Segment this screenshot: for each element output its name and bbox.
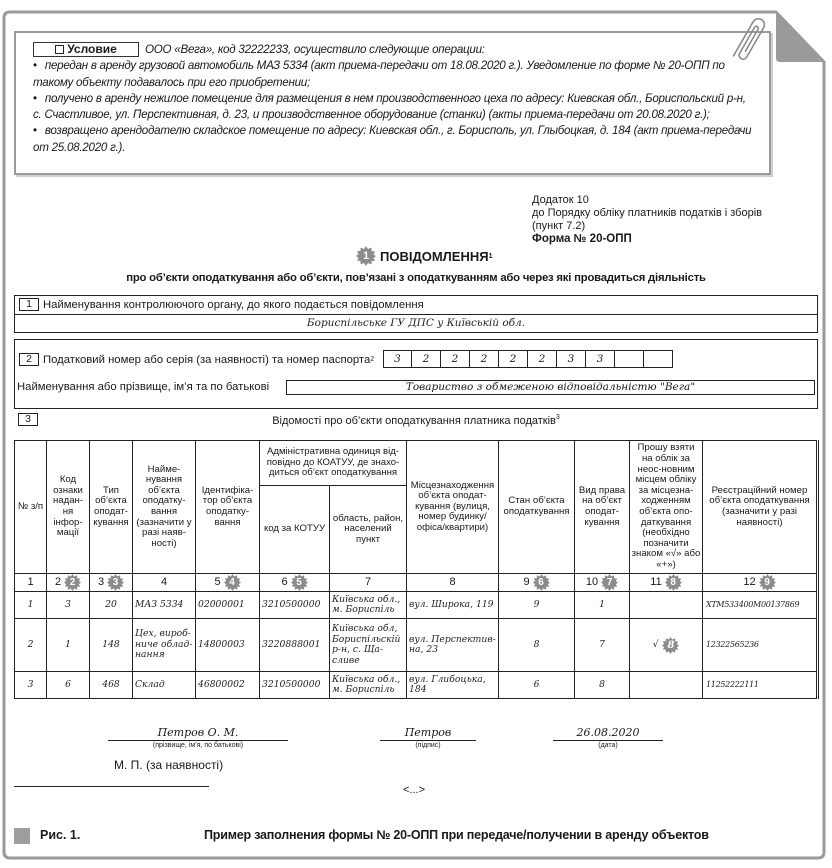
header-right-type: Вид права на об’єкт оподат-кування (575, 441, 630, 574)
condition-label: Условие (33, 42, 139, 57)
header-location: Місцезнаходження об’єкта оподат-кування (вулиця, номер будинку/ офіса/квартири) (407, 441, 499, 574)
tax-digit-cell[interactable]: 2 (499, 350, 528, 368)
form-number: Форма № 20-ОПП (532, 233, 632, 245)
column-number (133, 574, 196, 592)
column-number (330, 574, 407, 592)
caption: (підпис) (415, 742, 441, 749)
footnote-ref: 2 (370, 356, 375, 363)
cell-type[interactable]: 148 (90, 619, 133, 672)
column-number-text: 12 (743, 576, 756, 589)
tax-digit-cell[interactable]: 2 (412, 350, 441, 368)
condition-bullet: • возвращено арендодателю складское помещение по адресу: Киевская обл., г. Борисполь, ул. Глыбоцкая, д. 184 (акт приема-передачи от 25.08.2020 г.). (33, 124, 752, 154)
authority-value[interactable]: Бориспільське ГУ ДПС у Київській обл. (306, 317, 526, 329)
step-badge-icon: 7 (601, 574, 618, 591)
tax-digit-cell[interactable]: 3 (383, 350, 412, 368)
addendum-line: до Порядку обліку платників податків і зборів (532, 207, 762, 219)
date-value[interactable]: 26.08.2020 (553, 726, 663, 741)
column-number (15, 574, 47, 592)
addendum-line: Додаток 10 (532, 194, 589, 206)
figure-marker-icon (14, 828, 30, 844)
header-region: область, район, населений пункт (330, 486, 407, 574)
section-label: Найменування контролюючого органу, до якого подається повідомлення (43, 299, 424, 311)
cell-kotuu[interactable]: 3220888001 (260, 619, 330, 672)
cell-address[interactable]: вул. Перспектив-на, 23 (407, 619, 499, 672)
cell-id[interactable]: 46800002 (196, 672, 260, 699)
tax-digit-cell[interactable]: 3 (586, 350, 615, 368)
column-number (47, 574, 90, 592)
column-number (260, 574, 330, 592)
column-number (630, 574, 703, 592)
step-badge-icon: 5 (291, 574, 308, 591)
cell-reg[interactable]: 11252222111 (703, 672, 818, 699)
cell-name[interactable]: МАЗ 5334 (133, 592, 196, 619)
signature-sign (380, 726, 476, 750)
step-badge-icon: 1 (356, 246, 376, 266)
condition-box (14, 31, 771, 175)
section-taxpayer (14, 339, 818, 409)
cell-mark[interactable] (630, 672, 703, 699)
section-number: 1 (19, 298, 39, 311)
cell-state[interactable]: 8 (499, 619, 575, 672)
section-objects (14, 412, 818, 428)
signer-name[interactable]: Петров О. М. (108, 726, 288, 741)
notice-heading: ПОВІДОМЛЕННЯ (380, 248, 489, 264)
cell-type[interactable]: 20 (90, 592, 133, 619)
cell-n[interactable]: 3 (15, 672, 47, 699)
column-number-text: 11 (650, 576, 662, 589)
cell-code[interactable]: 1 (47, 619, 90, 672)
cell-region[interactable]: Київська обл., м. Бориспіль (330, 592, 407, 619)
tax-digit-cell[interactable] (644, 350, 673, 368)
column-number (196, 574, 260, 592)
column-number-text: 4 (160, 576, 168, 589)
cell-right[interactable]: 7 (575, 619, 630, 672)
column-number (499, 574, 575, 592)
section-authority (14, 295, 818, 333)
cell-id[interactable]: 02000001 (196, 592, 260, 619)
column-number-text: 8 (449, 576, 456, 589)
figure-title: Пример заполнения формы № 20-ОПП при передаче/получении в аренду объектов (204, 828, 709, 842)
condition-bullet: • получено в аренду нежилое помещение для размещения в нем производственного цеха по адресу: Киевская обл., Бориспольский р-н, с. Счастливое, ул. Перспективная, д. 23, и производственное оборудование (станки) (акты приема-передачи от 20.08.2020 г.); (33, 91, 746, 122)
header-state: Стан об’єкта оподаткування (499, 441, 575, 574)
notice-title (356, 246, 492, 266)
addendum-header (532, 194, 762, 246)
signature[interactable]: Петров (380, 726, 476, 741)
cell-mark[interactable] (630, 619, 703, 672)
cell-kotuu[interactable]: 3210500000 (260, 592, 330, 619)
column-number-text: 7 (364, 576, 372, 589)
column-number-text: 1 (27, 576, 34, 589)
column-number (407, 574, 499, 592)
checkbox-icon (55, 45, 64, 54)
stamp-label: М. П. (за наявності) (114, 758, 224, 772)
header-object-id: Ідентифіка-тор об’єкта оподатку-вання (196, 441, 260, 574)
column-number-text: 2 (54, 576, 62, 589)
signature-date (553, 726, 663, 750)
header-object-type: Тип об’єкта оподат-кування (90, 441, 133, 574)
cell-name[interactable]: Склад (133, 672, 196, 699)
column-number-text: 10 (585, 576, 599, 589)
name-label: Найменування або прізвище, ім’я та по батькові (17, 381, 270, 393)
step-badge-icon: 2 (64, 574, 81, 591)
cell-right[interactable]: 8 (575, 672, 630, 699)
cell-state[interactable]: 9 (499, 592, 575, 619)
cell-address[interactable]: вул. Широка, 119 (407, 592, 499, 619)
tax-digit-cell[interactable]: 3 (557, 350, 586, 368)
cell-kotuu[interactable]: 3210500000 (260, 672, 330, 699)
addendum-line: (пункт 7.2) (532, 220, 586, 232)
header-number: № з/п (15, 441, 47, 574)
column-number-text: 3 (97, 576, 105, 589)
column-number (703, 574, 818, 592)
header-reg-number: Реєстраційний номер об’єкта оподаткування (зазначити у разі наявності) (703, 441, 818, 574)
cell-name[interactable]: Цех, вироб-ниче облад-нання (133, 619, 196, 672)
footnote-ref: 3 (555, 414, 560, 421)
column-numbers-row (15, 574, 818, 592)
tax-digit-cell[interactable] (615, 350, 644, 368)
bullet-icon: • (33, 124, 37, 138)
tax-digit-cell[interactable]: 2 (528, 350, 557, 368)
table-row (15, 619, 818, 672)
section-number: 2 (19, 353, 39, 366)
caption: (дата) (598, 742, 618, 749)
step-badge-icon: 3 (107, 574, 124, 591)
footnote-ref: 1 (488, 252, 493, 260)
step-badge-icon: 9 (759, 574, 776, 591)
cell-type[interactable]: 468 (90, 672, 133, 699)
section-label: Податковий номер або серія (за наявності) та номер паспорта (43, 353, 371, 366)
header-register-request: Прошу взяти на облік за неос-новним місцем обліку за місцезна-ходженням об’єкта опо-даткування (необхідно позначити знаком «√» або «+») (630, 441, 703, 574)
cell-reg[interactable]: XTM533400M00137869 (703, 592, 818, 619)
cell-address[interactable]: вул. Глибоцька, 184 (407, 672, 499, 699)
mark-text: √ (652, 638, 659, 650)
cell-region[interactable]: Київська обл, Бориспільскій р-н, с. Ща-сливе (330, 619, 407, 672)
tax-number-field[interactable] (383, 350, 673, 368)
signature-name (108, 726, 288, 750)
step-badge-icon: 8 (665, 574, 682, 591)
step-badge-icon: 8 (662, 637, 679, 654)
table-row (15, 672, 818, 699)
header-kotuu: код за КОТУУ (260, 486, 330, 574)
column-number (90, 574, 133, 592)
notice-subtitle: про об’єкти оподаткування або об’єкти, пов’язані з оподаткуванням або через які провадиться діяльність (126, 272, 706, 284)
cell-id[interactable]: 14800003 (196, 619, 260, 672)
section-title: Відомості про об’єкти оподаткування платника податків (272, 415, 556, 427)
cell-mark[interactable] (630, 592, 703, 619)
cell-state[interactable]: 6 (499, 672, 575, 699)
cell-right[interactable]: 1 (575, 592, 630, 619)
cell-reg[interactable]: 12322565236 (703, 619, 818, 672)
column-number (575, 574, 630, 592)
column-number-text: 5 (214, 576, 221, 589)
objects-table (14, 440, 819, 699)
header-info-code: Код ознаки надан-ня інфор-мації (47, 441, 90, 574)
condition-intro: ООО «Вега», код 32222233, осуществило следующие операции: (145, 43, 485, 56)
cell-n[interactable]: 1 (15, 592, 47, 619)
paperclip-icon (732, 12, 766, 66)
step-badge-icon: 6 (533, 574, 550, 591)
cell-n[interactable]: 2 (15, 619, 47, 672)
taxpayer-name-field[interactable]: Товариство з обмеженою відповідальністю "Вега" (286, 380, 815, 395)
step-badge-icon: 4 (224, 574, 241, 591)
bullet-icon: • (33, 91, 37, 105)
column-number-text: 9 (523, 576, 530, 589)
header-admin-unit: Адміністративна одиниця від-повідно до КОАТУУ, де знахо-диться об’єкт оподаткування (260, 441, 407, 486)
omission-mark: <...> (403, 784, 426, 796)
condition-bullet: • передан в аренду грузовой автомобиль МАЗ 5334 (акт приема-передачи от 18.08.2020 г.). Уведомление по форме № 20-ОПП по такому объекту подавалось при его приобретении; (33, 59, 725, 89)
column-number-text: 6 (281, 576, 288, 589)
tax-digit-cell[interactable]: 2 (470, 350, 499, 368)
cell-code[interactable]: 3 (47, 592, 90, 619)
figure-caption (14, 826, 814, 848)
caption: (прізвище, ім’я, по батькові) (152, 742, 244, 749)
divider (14, 786, 209, 787)
bullet-icon: • (33, 59, 37, 73)
section-number: 3 (18, 413, 38, 426)
cell-region[interactable]: Київська обл., м. Бориспіль (330, 672, 407, 699)
header-object-name: Найме-нування об’єкта оподатку-вання (зазначити у разі наяв-ності) (133, 441, 196, 574)
tax-digit-cell[interactable]: 2 (441, 350, 470, 368)
table-row (15, 592, 818, 619)
cell-code[interactable]: 6 (47, 672, 90, 699)
figure-label: Рис. 1. (40, 828, 81, 842)
